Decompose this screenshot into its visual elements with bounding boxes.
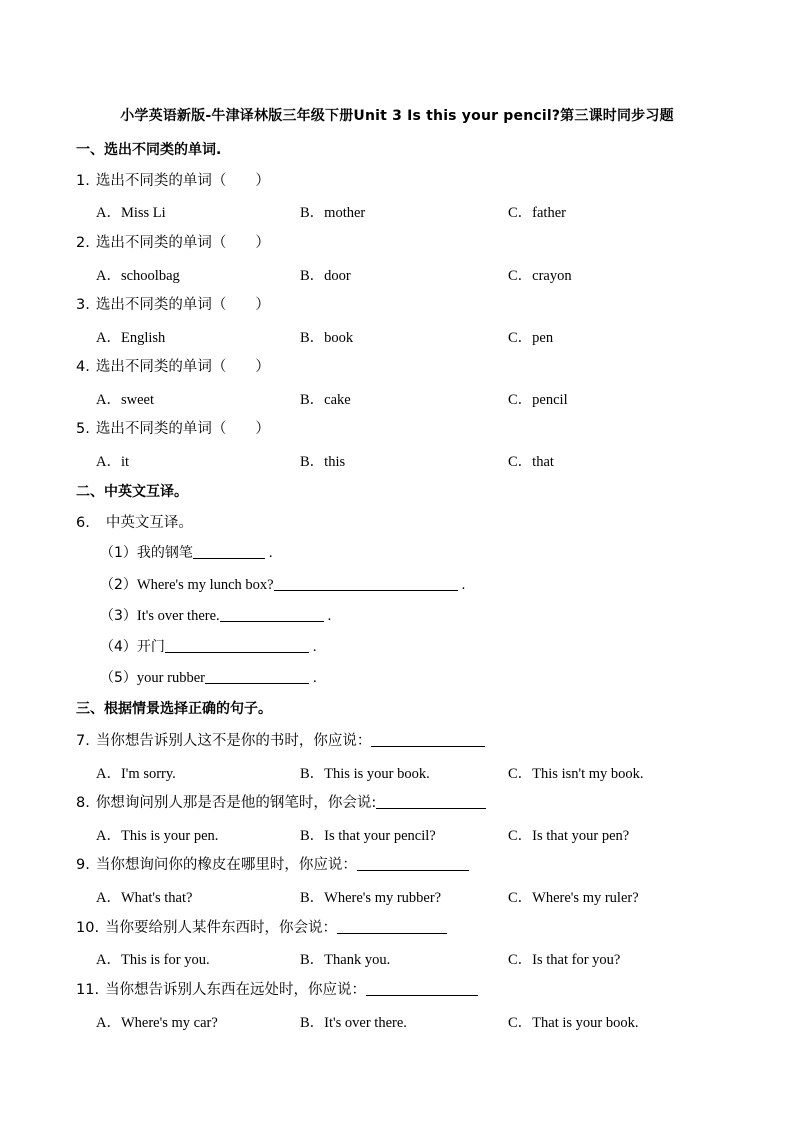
q9-option-a[interactable]: A．What's that? xyxy=(96,890,193,906)
item-text: It's over there. xyxy=(136,608,220,624)
q6-item-2 xyxy=(100,574,465,594)
q3-option-b[interactable]: B．book xyxy=(300,330,354,346)
item-text: 我的钢笔 xyxy=(136,545,193,561)
question-1 xyxy=(76,169,270,190)
q10-option-c[interactable]: C．Is that for you? xyxy=(508,952,621,968)
question-4 xyxy=(76,355,270,376)
q6-item-5 xyxy=(100,667,317,687)
q6-item-1 xyxy=(100,542,273,562)
q10-option-a[interactable]: A．This is for you. xyxy=(96,952,210,968)
question-number: 2. xyxy=(76,235,90,251)
q8-option-a[interactable]: A．This is your pen. xyxy=(96,828,219,844)
q1-option-c[interactable]: C．father xyxy=(508,205,566,221)
q3-option-a[interactable]: A．English xyxy=(96,330,166,346)
q10-option-b[interactable]: B．Thank you. xyxy=(300,952,391,968)
q2-option-c[interactable]: C．crayon xyxy=(508,268,572,284)
question-text: 当你想询问你的橡皮在哪里时，你应说： xyxy=(95,857,357,873)
answer-blank[interactable] xyxy=(371,732,485,747)
answer-blank[interactable] xyxy=(376,794,486,809)
answer-blank[interactable] xyxy=(193,544,265,559)
question-text: 选出不同类的单词（ ） xyxy=(95,173,270,189)
q9-option-c[interactable]: C．Where's my ruler? xyxy=(508,890,639,906)
section-heading-1: 一、选出不同类的单词. xyxy=(76,142,222,158)
question-number: 9. xyxy=(76,857,90,873)
item-end: . xyxy=(327,608,332,624)
answer-blank[interactable] xyxy=(220,607,324,622)
q11-option-c[interactable]: C．That is your book. xyxy=(508,1015,639,1031)
q5-option-c[interactable]: C．that xyxy=(508,454,554,470)
q8-option-c[interactable]: C．Is that your pen? xyxy=(508,828,630,844)
question-text: 当你想告诉别人东西在远处时，你应说： xyxy=(105,982,367,998)
q4-option-a[interactable]: A．sweet xyxy=(96,392,154,408)
question-number: 4. xyxy=(76,359,90,375)
q5-option-a[interactable]: A．it xyxy=(96,454,130,470)
q5-option-b[interactable]: B．this xyxy=(300,454,346,470)
question-number: 8. xyxy=(76,795,90,811)
item-text: your rubber xyxy=(136,670,205,686)
question-number: 3. xyxy=(76,297,90,313)
q6-item-4 xyxy=(100,636,317,656)
item-label: （4） xyxy=(100,639,137,655)
q9-option-b[interactable]: B．Where's my rubber? xyxy=(300,890,442,906)
q4-option-c[interactable]: C．pencil xyxy=(508,392,568,408)
item-end: . xyxy=(312,639,317,655)
question-7 xyxy=(76,729,485,750)
q7-option-c[interactable]: C．This isn't my book. xyxy=(508,766,644,782)
q7-option-a[interactable]: A．I'm sorry. xyxy=(96,766,176,782)
question-text: 选出不同类的单词（ ） xyxy=(95,421,270,437)
question-number: 5. xyxy=(76,421,90,437)
q2-option-b[interactable]: B．door xyxy=(300,268,351,284)
q1-option-a[interactable]: A．Miss Li xyxy=(96,205,166,221)
question-5 xyxy=(76,417,270,438)
question-2 xyxy=(76,231,270,252)
question-10 xyxy=(76,916,447,937)
q11-option-a[interactable]: A．Where's my car? xyxy=(96,1015,218,1031)
q11-option-b[interactable]: B．It's over there. xyxy=(300,1015,407,1031)
question-number: 11. xyxy=(76,982,100,998)
question-text: 中英文互译。 xyxy=(105,515,193,531)
item-label: （5） xyxy=(100,670,137,686)
question-number: 10. xyxy=(76,920,100,936)
answer-blank[interactable] xyxy=(205,669,309,684)
item-text: Where's my lunch box? xyxy=(136,577,274,593)
question-number: 6. xyxy=(76,515,90,531)
section-heading-3: 三、根据情景选择正确的句子。 xyxy=(76,701,272,717)
answer-blank[interactable] xyxy=(337,919,447,934)
page-title: 小学英语新版-牛津译林版三年级下册Unit 3 Is this your pencil?第三课时同步习题 xyxy=(120,108,674,124)
q2-option-a[interactable]: A．schoolbag xyxy=(96,268,180,284)
question-text: 选出不同类的单词（ ） xyxy=(95,359,270,375)
item-end: . xyxy=(461,577,466,593)
question-number: 1. xyxy=(76,173,90,189)
answer-blank[interactable] xyxy=(366,981,478,996)
question-text: 你想询问别人那是否是他的钢笔时，你会说: xyxy=(95,795,377,811)
q7-option-b[interactable]: B．This is your book. xyxy=(300,766,430,782)
item-label: （1） xyxy=(100,545,137,561)
q4-option-b[interactable]: B．cake xyxy=(300,392,351,408)
item-text: 开门 xyxy=(136,639,165,655)
question-text: 选出不同类的单词（ ） xyxy=(95,297,270,313)
item-label: （3） xyxy=(100,608,137,624)
section-heading-2: 二、中英文互译。 xyxy=(76,484,188,500)
question-6 xyxy=(76,511,193,532)
answer-blank[interactable] xyxy=(165,638,309,653)
question-11 xyxy=(76,978,478,999)
q6-item-3 xyxy=(100,605,331,625)
answer-blank[interactable] xyxy=(357,856,469,871)
question-text: 选出不同类的单词（ ） xyxy=(95,235,270,251)
question-9 xyxy=(76,853,469,874)
question-text: 当你想告诉别人这不是你的书时，你应说： xyxy=(95,733,372,749)
question-8 xyxy=(76,791,486,812)
item-end: . xyxy=(312,670,317,686)
answer-blank[interactable] xyxy=(274,576,458,591)
q1-option-b[interactable]: B．mother xyxy=(300,205,366,221)
item-label: （2） xyxy=(100,577,137,593)
question-text: 当你要给别人某件东西时，你会说： xyxy=(105,920,338,936)
question-number: 7. xyxy=(76,733,90,749)
item-end: . xyxy=(268,545,273,561)
question-3 xyxy=(76,293,270,314)
q8-option-b[interactable]: B．Is that your pencil? xyxy=(300,828,436,844)
q3-option-c[interactable]: C．pen xyxy=(508,330,554,346)
